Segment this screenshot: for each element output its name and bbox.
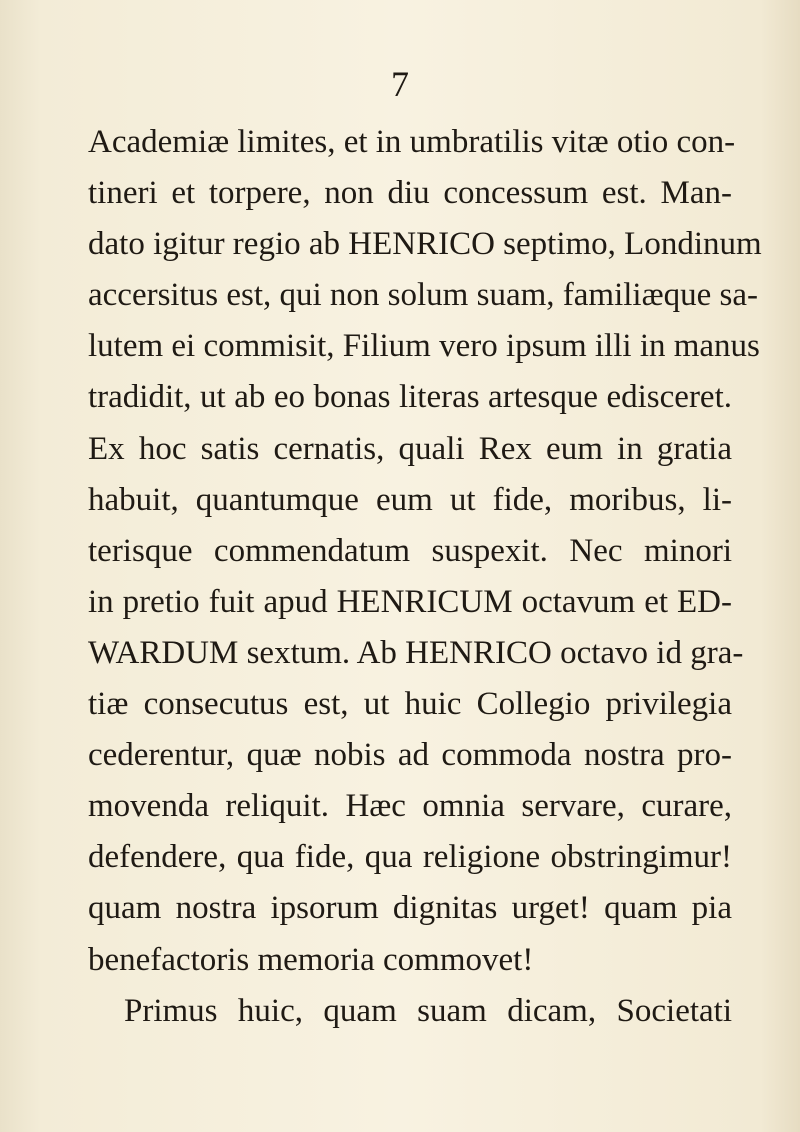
text-line: terisque commendatum suspexit. Nec minori [88, 532, 732, 569]
text-line: habuit, quantumque eum ut fide, moribus, li- [88, 481, 732, 518]
text-line: accersitus est, qui non solum suam, familiæque sa- [88, 277, 758, 314]
text-line: tiæ consecutus est, ut huic Collegio privilegia [88, 686, 732, 723]
text-line: Academiæ limites, et in umbratilis vitæ otio con- [88, 124, 736, 160]
body-text [88, 117, 762, 1037]
text-line: tradidit, ut ab eo bonas literas artesque edisceret. [88, 379, 732, 416]
text-line: in pretio fuit apud HENRICUM octavum et ED- [88, 583, 732, 620]
text-line: defendere, qua fide, qua religione obstringimur! [88, 839, 732, 876]
text-line: quam nostra ipsorum dignitas urget! quam pia [88, 890, 732, 927]
text-line: benefactoris memoria commovet! [88, 941, 534, 978]
text-line: cederentur, quæ nobis ad commoda nostra pro- [88, 737, 732, 774]
text-line: tineri et torpere, non diu concessum est. Man- [88, 175, 732, 212]
text-line: Ex hoc satis cernatis, quali Rex eum in gratia [88, 430, 732, 467]
text-line: lutem ei commisit, Filium vero ipsum illi in manus [88, 328, 760, 365]
text-line: dato igitur regio ab HENRICO septimo, Londinum [88, 226, 762, 263]
text-line: Primus huic, quam suam dicam, Societati [124, 992, 732, 1029]
text-line: movenda reliquit. Hæc omnia servare, curare, [88, 788, 732, 825]
page-number: 7 [391, 64, 409, 104]
text-line: WARDUM sextum. Ab HENRICO octavo id gra- [88, 634, 744, 671]
